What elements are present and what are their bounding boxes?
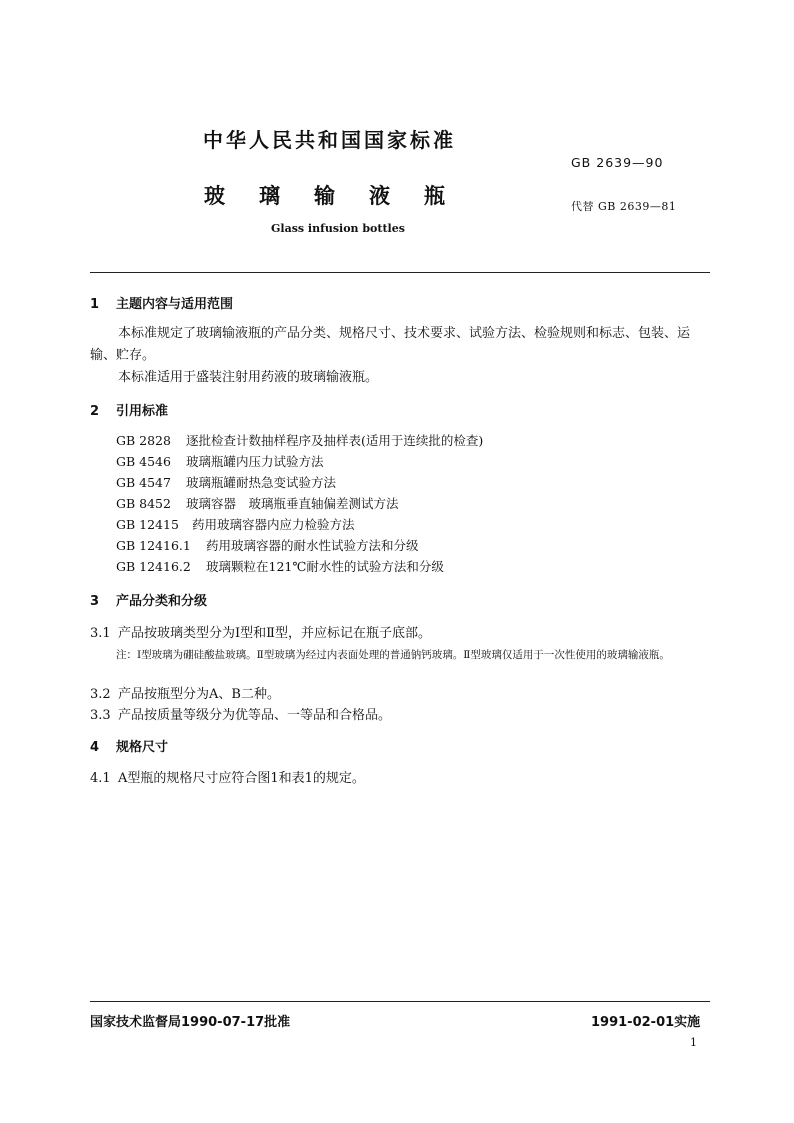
reference-title: 药用玻璃容器的耐水性试验方法和分级 — [206, 538, 419, 553]
clause-text: 产品按玻璃类型分为Ⅰ型和Ⅱ型，并应标记在瓶子底部。 — [118, 626, 431, 641]
gb-number: GB 2639—90 — [571, 155, 664, 170]
clause-text: 产品按瓶型分为A、B二种。 — [118, 687, 280, 702]
clause-number: 4.1 — [90, 771, 111, 786]
section-number: 4 — [90, 740, 100, 755]
section-3-heading — [90, 590, 207, 609]
reference-title: 玻璃瓶罐耐热急变试验方法 — [186, 475, 337, 490]
section-title: 产品分类和分级 — [116, 594, 208, 609]
replaces-standard: 代替 GB 2639—81 — [571, 200, 677, 213]
section-title: 引用标准 — [116, 404, 169, 419]
classification-note: 注：Ⅰ型玻璃为硼硅酸盐玻璃。Ⅱ型玻璃为经过内表面处理的普通钠钙玻璃。Ⅱ型玻璃仅适用于一次性使用的玻璃输液瓶。 — [116, 649, 670, 661]
reference-code: GB 4547 — [116, 475, 171, 490]
clause-number: 3.3 — [90, 708, 111, 723]
section-title: 主题内容与适用范围 — [116, 297, 234, 312]
clause-text: A型瓶的规格尺寸应符合图1和表1的规定。 — [118, 771, 365, 786]
reference-item — [116, 431, 483, 449]
reference-item — [116, 494, 399, 512]
approval-date: 国家技术监督局1990-07-17批准 — [90, 1015, 291, 1030]
page-number: 1 — [690, 1036, 697, 1049]
section-title: 规格尺寸 — [116, 740, 169, 755]
reference-code: GB 8452 — [116, 496, 171, 511]
effective-date: 1991-02-01实施 — [591, 1015, 701, 1030]
section-number: 3 — [90, 594, 100, 609]
reference-item — [116, 473, 336, 491]
section-1-heading — [90, 293, 233, 312]
clause-3-1 — [90, 622, 431, 641]
reference-code: GB 12416.1 — [116, 538, 191, 553]
section-1-paragraph-1: 本标准规定了玻璃输液瓶的产品分类、规格尺寸、技术要求、试验方法、检验规则和标志、包装、运输、贮存。 — [90, 326, 691, 363]
clause-number: 3.1 — [90, 626, 111, 641]
section-2-heading — [90, 400, 168, 419]
national-standard-heading: 中华人民共和国国家标准 — [203, 128, 456, 152]
reference-item — [116, 452, 324, 470]
clause-4-1 — [90, 767, 365, 786]
clause-3-3 — [90, 704, 391, 723]
document-title-cn: 玻璃输液瓶 — [204, 184, 479, 208]
reference-title: 药用玻璃容器内应力检验方法 — [192, 517, 355, 532]
section-number: 1 — [90, 297, 100, 312]
reference-title: 玻璃容器 玻璃瓶垂直轴偏差测试方法 — [186, 496, 399, 511]
section-number: 2 — [90, 404, 100, 419]
clause-text: 产品按质量等级分为优等品、一等品和合格品。 — [118, 708, 392, 723]
reference-item — [116, 536, 419, 554]
reference-title: 玻璃瓶罐内压力试验方法 — [186, 454, 324, 469]
clause-3-2 — [90, 683, 280, 702]
reference-code: GB 4546 — [116, 454, 171, 469]
reference-code: GB 2828 — [116, 433, 171, 448]
reference-title: 玻璃颗粒在121℃耐水性的试验方法和分级 — [206, 559, 444, 574]
top-divider — [90, 272, 710, 273]
section-4-heading — [90, 736, 168, 755]
reference-item — [116, 557, 444, 575]
reference-code: GB 12415 — [116, 517, 179, 532]
reference-title: 逐批检查计数抽样程序及抽样表(适用于连续批的检查) — [186, 433, 484, 448]
reference-code: GB 12416.2 — [116, 559, 191, 574]
section-1-paragraph-2: 本标准适用于盛装注射用药液的玻璃输液瓶。 — [118, 370, 379, 385]
bottom-divider — [90, 1001, 710, 1002]
document-title-en: Glass infusion bottles — [271, 222, 405, 235]
reference-item — [116, 515, 355, 533]
clause-number: 3.2 — [90, 687, 111, 702]
